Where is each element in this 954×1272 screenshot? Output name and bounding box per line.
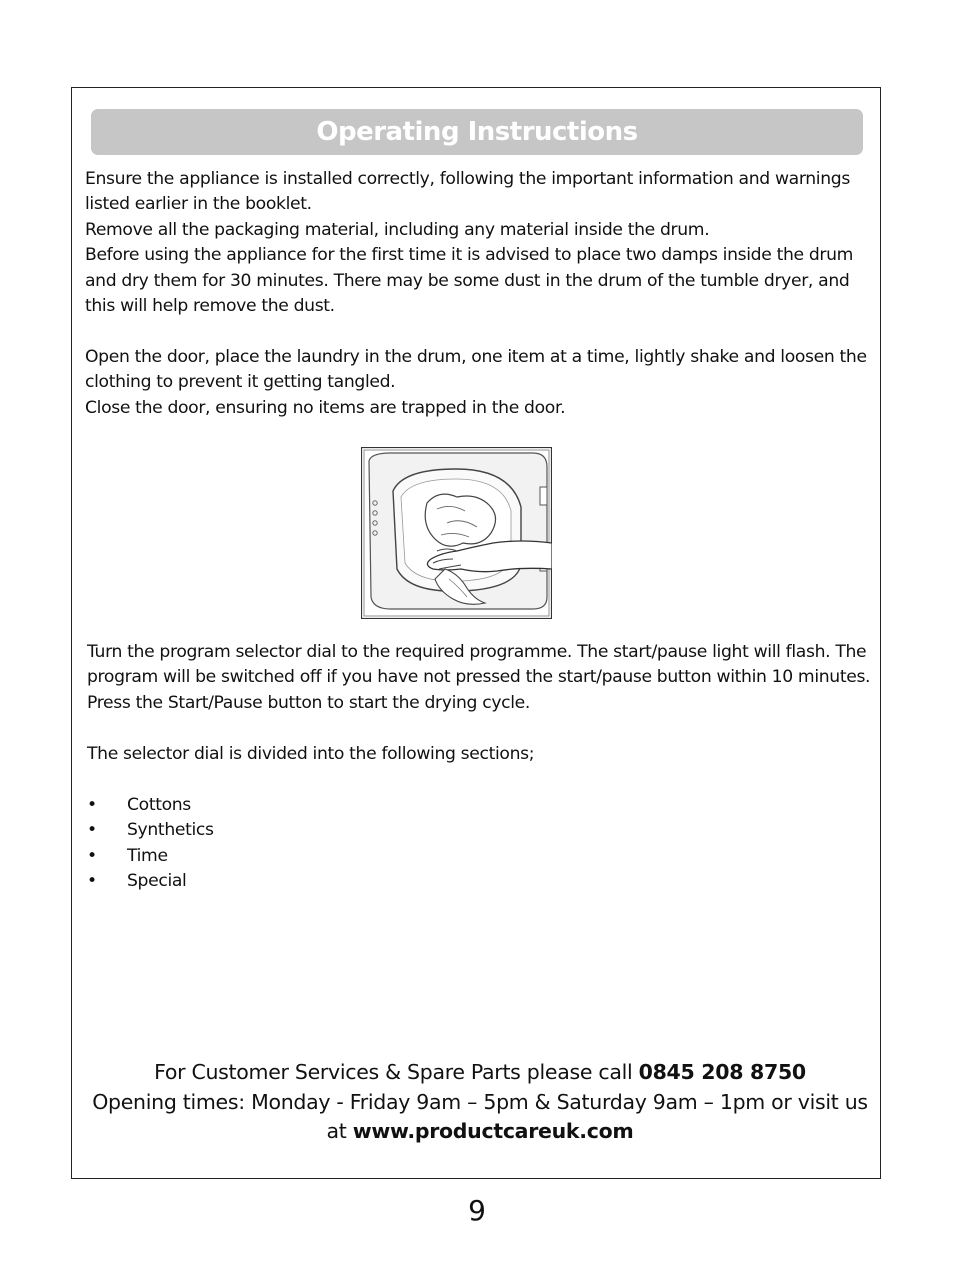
bullet-icon: • (87, 795, 97, 815)
contact-phone-prefix: For Customer Services & Spare Parts please call (154, 1060, 639, 1084)
list-item-label: Cottons (127, 795, 191, 815)
list-item (87, 793, 214, 818)
loading-line: Close the door, ensuring no items are trapped in the door. (85, 397, 566, 418)
loading-line: Open the door, place the laundry in the drum, one item at a time, lightly shake and loosen the clothing to prevent it getting tangled. (85, 347, 867, 393)
intro-text (85, 167, 875, 319)
list-item-label: Special (127, 871, 187, 892)
list-item (87, 844, 214, 869)
intro-line: Remove all the packaging material, including any material inside the drum. (85, 219, 710, 240)
page-title: Operating Instructions (316, 117, 638, 147)
phone-number: 0845 208 8750 (638, 1060, 806, 1084)
sections-intro: The selector dial is divided into the following sections; (87, 744, 535, 764)
customer-services-info (80, 1058, 880, 1147)
loading-text (85, 345, 875, 421)
opening-times-line (80, 1088, 880, 1147)
sections-intro-block (87, 742, 877, 767)
bullet-icon: • (87, 820, 97, 841)
selector-sections-list (87, 793, 214, 895)
list-item (87, 869, 214, 894)
list-item-label: Synthetics (127, 820, 214, 841)
list-item (87, 818, 214, 843)
program-text (87, 640, 877, 716)
program-instructions: Turn the program selector dial to the required programme. The start/pause light will flash. The program will be switched off if you have not pressed the start/pause button within 10 minutes. Press the Start/Pause button to start the drying cycle. (87, 642, 871, 713)
intro-line: Before using the appliance for the first time it is advised to place two damps inside the drum and dry them for 30 minutes. There may be some dust in the drum of the tumble dryer, and this will help remove the dust. (85, 245, 854, 317)
opening-times: Opening times: Monday - Friday 9am – 5pm & Saturday 9am – 1pm or visit us at (92, 1089, 868, 1143)
laundry-loading-illustration (361, 447, 552, 619)
bullet-icon: • (87, 871, 97, 892)
contact-phone-line (80, 1058, 880, 1088)
list-item-label: Time (127, 845, 168, 866)
bullet-icon: • (87, 845, 97, 866)
page-number: 9 (468, 1194, 486, 1227)
intro-line: Ensure the appliance is installed correctly, following the important information and warnings listed earlier in the booklet. (85, 169, 850, 215)
section-header (91, 109, 863, 155)
website-link[interactable]: www.productcareuk.com (352, 1119, 634, 1143)
